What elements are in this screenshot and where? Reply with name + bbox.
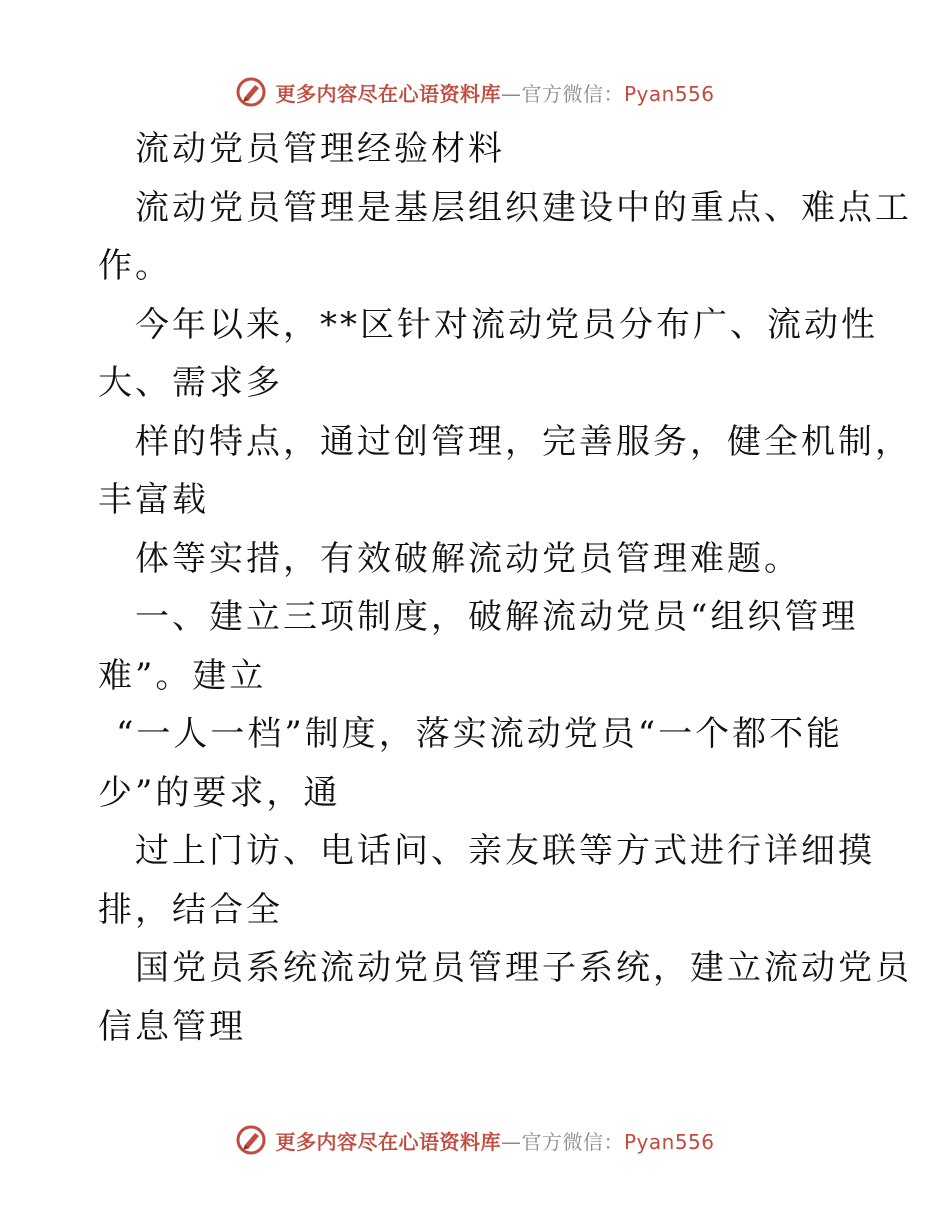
watermark-label: 官方微信： xyxy=(521,81,624,106)
brand-logo-icon xyxy=(235,1124,267,1156)
watermark-separator: — xyxy=(500,1129,522,1154)
watermark-text xyxy=(275,78,714,107)
paragraph-line: 大、需求多 xyxy=(98,363,283,403)
paragraph-line: 排，结合全 xyxy=(98,889,283,930)
watermark-wechat-id: Pyan556 xyxy=(623,81,715,106)
paragraph-line: 样的特点，通过创管理，完善服务，健全机制， xyxy=(135,421,912,462)
paragraph-line: 流动党员管理是基层组织建设中的重点、难点工 xyxy=(135,187,912,228)
paragraph-line: 少”的要求，通 xyxy=(98,772,341,813)
paragraph-line: 作。 xyxy=(98,246,172,286)
paragraph-line: 国党员系统流动党员管理子系统，建立流动党员 xyxy=(135,948,912,988)
watermark-label: 官方微信： xyxy=(521,1129,624,1154)
paragraph-line: 过上门访、电话问、亲友联等方式进行详细摸 xyxy=(135,831,875,871)
paragraph-line: 今年以来，**区针对流动党员分布广、流动性 xyxy=(135,304,878,345)
watermark-text xyxy=(275,1126,714,1155)
footer-watermark-banner xyxy=(0,1120,950,1160)
watermark-main-text: 更多内容尽在心语资料库 xyxy=(275,1129,501,1154)
document-body xyxy=(98,120,912,1056)
brand-logo-icon xyxy=(235,76,267,108)
paragraph-line: 信息管理 xyxy=(98,1006,246,1047)
watermark-main-text: 更多内容尽在心语资料库 xyxy=(275,81,501,106)
paragraph-line: “一人一档”制度，落实流动党员“一个都不能 xyxy=(116,714,844,754)
header-watermark-banner xyxy=(0,72,950,112)
section-heading-line: 难”。建立 xyxy=(98,655,267,696)
paragraph-line: 丰富载 xyxy=(98,480,209,520)
watermark-separator: — xyxy=(500,81,522,106)
section-heading-line: 一、建立三项制度，破解流动党员“组织管理 xyxy=(135,597,859,637)
watermark-wechat-id: Pyan556 xyxy=(623,1129,715,1154)
document-title: 流动党员管理经验材料 xyxy=(135,129,505,169)
paragraph-line: 体等实措，有效破解流动党员管理难题。 xyxy=(135,538,801,579)
